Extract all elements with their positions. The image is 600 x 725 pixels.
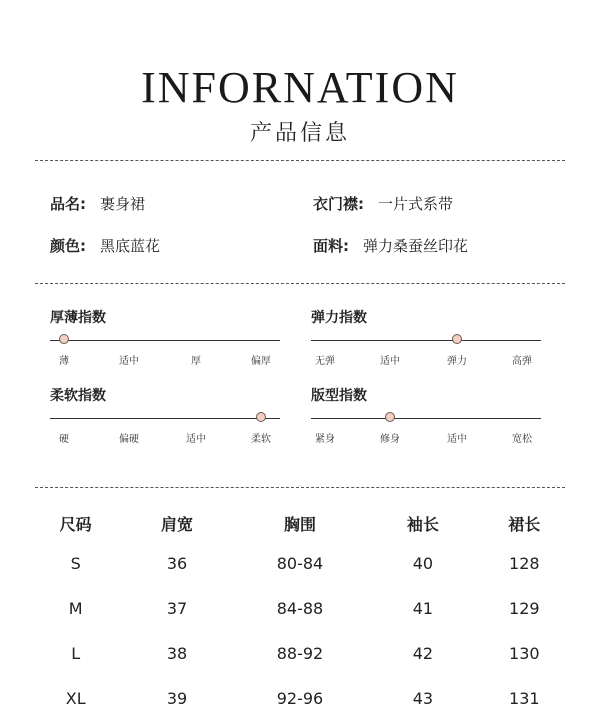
table-cell: S [70, 554, 81, 573]
info-item-color [50, 235, 160, 256]
table-cell: 41 [412, 599, 434, 618]
scale-title: 厚薄指数 [50, 310, 106, 326]
divider-bottom [35, 487, 565, 488]
size-table-header-cell: 胸围 [283, 514, 316, 534]
scale-line [311, 340, 541, 341]
table-cell: 80-84 [276, 554, 324, 573]
table-cell: 92-96 [276, 689, 324, 708]
divider-middle [35, 283, 565, 284]
scale-tick-label: 适中 [119, 356, 139, 367]
info-item-closure [313, 193, 453, 214]
info-value: 黑底蓝花 [100, 237, 161, 255]
page-subtitle: 产品信息 [249, 121, 350, 146]
size-table-header-cell: 尺码 [59, 514, 92, 534]
table-cell: 131 [509, 689, 540, 708]
table-cell: M [68, 599, 83, 618]
scale-tick-label: 紧身 [315, 434, 335, 445]
scale-tick-label: 无弹 [315, 356, 335, 367]
table-cell: 130 [509, 644, 540, 663]
table-cell: 88-92 [276, 644, 324, 663]
scale-softness [50, 385, 280, 445]
scale-tick-label: 适中 [447, 434, 467, 445]
info-value: 一片式系带 [378, 195, 454, 213]
table-row [25, 586, 575, 631]
table-cell: 36 [166, 554, 188, 573]
page-title: INFORNATION [141, 63, 459, 112]
table-cell: 42 [412, 644, 434, 663]
scale-tick-label: 宽松 [512, 434, 532, 445]
scale-elasticity [311, 307, 541, 367]
scale-title: 柔软指数 [50, 388, 106, 404]
divider-top [35, 160, 565, 161]
scale-tick-label: 柔软 [251, 434, 271, 445]
scale-indicator-dot [256, 412, 266, 422]
table-cell: L [71, 644, 81, 663]
info-label: 衣门襟: [313, 195, 364, 213]
size-table-header-cell: 肩宽 [161, 514, 194, 534]
table-cell: 39 [166, 689, 188, 708]
info-value: 裹身裙 [100, 195, 146, 213]
scale-tick-label: 偏厚 [251, 356, 271, 367]
table-cell: 38 [166, 644, 188, 663]
scale-indicator-dot [452, 334, 462, 344]
table-cell: 129 [509, 599, 540, 618]
scale-fit [311, 385, 541, 445]
scale-thickness [50, 307, 280, 367]
scale-tick-label: 弹力 [447, 356, 467, 367]
info-item-name [50, 193, 145, 214]
table-cell: 37 [166, 599, 188, 618]
scale-tick-label: 硬 [59, 434, 69, 445]
table-row [25, 631, 575, 676]
scale-indicator-dot [385, 412, 395, 422]
info-label: 颜色: [50, 237, 86, 255]
size-table-header-row [25, 505, 575, 541]
scale-tick-label: 修身 [380, 434, 400, 445]
table-cell: XL [65, 689, 86, 708]
size-table [25, 505, 575, 721]
scale-tick-label: 适中 [380, 356, 400, 367]
scale-title: 弹力指数 [311, 310, 367, 326]
scale-line [50, 418, 280, 419]
info-item-fabric [313, 235, 468, 256]
size-table-header-cell: 袖长 [406, 514, 439, 534]
table-cell: 128 [509, 554, 540, 573]
table-row [25, 541, 575, 586]
scale-tick-label: 高弹 [512, 356, 532, 367]
info-value: 弹力桑蚕丝印花 [363, 237, 469, 255]
scale-line [50, 340, 280, 341]
scale-tick-label: 薄 [59, 356, 69, 367]
info-label: 面料: [313, 237, 349, 255]
table-row [25, 676, 575, 721]
info-label: 品名: [50, 195, 86, 213]
table-cell: 84-88 [276, 599, 324, 618]
scale-title: 版型指数 [311, 388, 367, 404]
scale-tick-label: 适中 [186, 434, 206, 445]
table-cell: 40 [412, 554, 434, 573]
scale-tick-label: 偏硬 [119, 434, 139, 445]
table-cell: 43 [412, 689, 434, 708]
scale-tick-label: 厚 [191, 356, 201, 367]
scale-line [311, 418, 541, 419]
size-table-header-cell: 裙长 [508, 514, 541, 534]
scale-indicator-dot [59, 334, 69, 344]
